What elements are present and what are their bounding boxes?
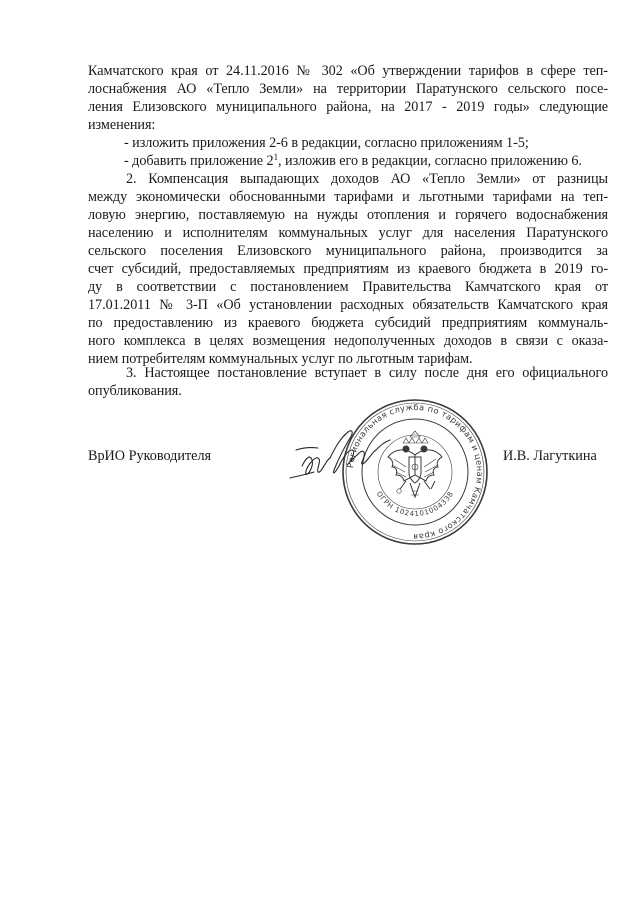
paragraph-1-line: изменения: [88,117,156,133]
handwritten-signature [288,420,398,492]
paragraph-2-line: ду в соответствии с постановлением Правительства Камчатского края от [88,279,608,295]
list-item-2-superscript: 1 [273,152,279,162]
paragraph-2-line: между экономически обоснованными тарифами и льготными тарифами на теп- [88,189,608,205]
paragraph-1-line: Камчатского края от 24.11.2016 № 302 «Об утверждении тарифов в сфере теп- [88,63,608,79]
paragraph-1-line: ления Елизовского муниципального района, на 2017 - 2019 годы» следующие [88,99,608,115]
paragraph-2-line: по предоставлению из краевого бюджета субсидий предприятиям коммуналь- [88,315,608,331]
paragraph-3-line: 3. Настоящее постановление вступает в силу после дня его официального [126,365,608,381]
paragraph-3-line: опубликования. [88,383,182,399]
paragraph-2-line: сельского поселения Елизовского муниципального района, производится за [88,243,608,259]
svg-text:ОГРН 1024101004338 [375,490,456,518]
paragraph-1-line: лоснабжения АО «Тепло Земли» на территории Паратунского сельского посе- [88,81,608,97]
paragraph-2-line: ловую энергию, поставляемую на нужды отопления и горячего водоснабжения [88,207,608,223]
list-item-1: - изложить приложения 2-6 в редакции, согласно приложениям 1-5; [124,135,529,151]
paragraph-2-line: нием потребителям коммунальных услуг по льготным тарифам. [88,351,473,367]
list-item-2-text-end: , изложив его в редакции, согласно приложению 6. [278,153,582,169]
signer-name: И.В. Лагуткина [503,448,597,464]
paragraph-2-line: 2. Компенсация выпадающих доходов АО «Тепло Земли» от разницы [126,171,608,187]
paragraph-2-line: счет субсидий, предоставляемых предприятиям из краевого бюджета в 2019 го- [88,261,608,277]
signer-title: ВрИО Руководителя [88,448,212,464]
list-item-2-text: - добавить приложение 2 [124,153,274,169]
seal-outer-text: Региональная служба по тарифам и ценам Камчатского края [345,401,486,543]
seal-inner-text: ОГРН 1024101004338 [374,489,456,519]
paragraph-2-line: ного комплекса в целях возмещения недополученных доходов в связи с оказа- [88,333,608,349]
paragraph-2-line: населению и исполнителям коммунальных услуг для населения Паратунского [88,225,608,241]
list-item-2 [124,152,608,170]
paragraph-2-line: 17.01.2011 № 3-П «Об установлении расходных обязательств Камчатского края [88,297,608,313]
